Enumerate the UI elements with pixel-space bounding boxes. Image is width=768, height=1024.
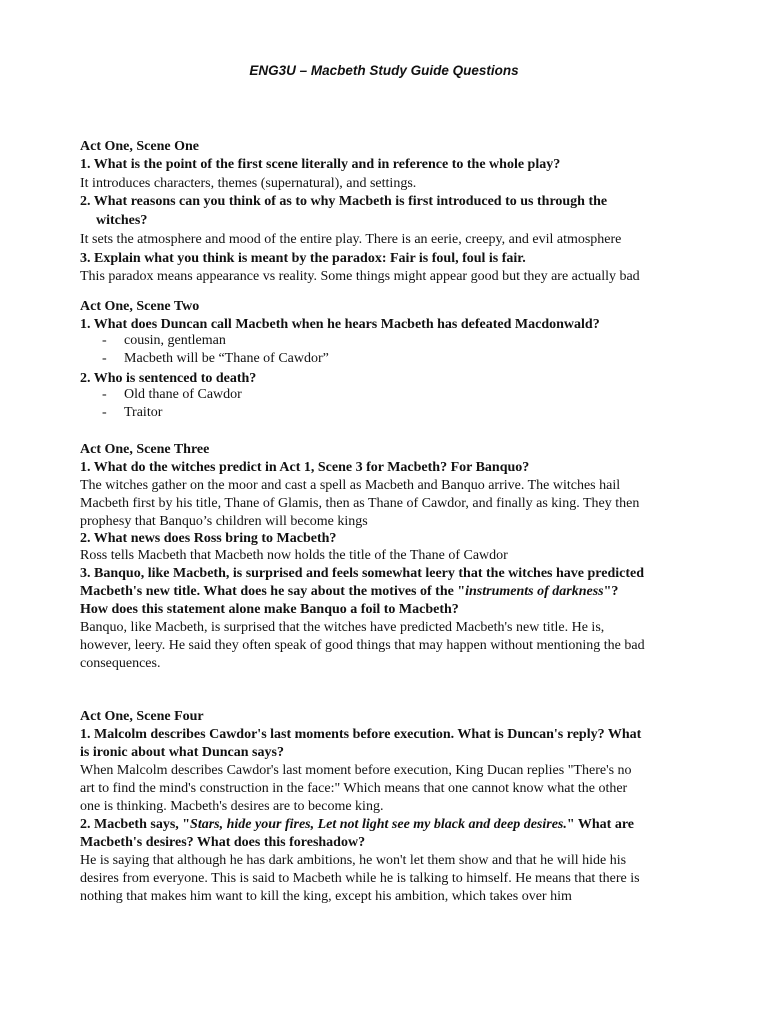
title-text: – Macbeth Study Guide Questions bbox=[295, 63, 519, 78]
scene4-question-2 bbox=[80, 816, 634, 834]
bullet-dash: - bbox=[102, 405, 107, 420]
scene4-answer-2: desires from everyone. This is said to Macbeth while he is talking to himself. He means that there is bbox=[80, 871, 640, 886]
scene4-question-1: 1. Malcolm describes Cawdor's last moments before execution. What is Duncan's reply? What bbox=[80, 727, 642, 742]
scene1-answer-1: It introduces characters, themes (supernatural), and settings. bbox=[80, 176, 417, 191]
scene3-answer-1: The witches gather on the moor and cast a spell as Macbeth and Banquo arrive. The witches hail bbox=[80, 478, 621, 493]
scene3-question-1: 1. What do the witches predict in Act 1, Scene 3 for Macbeth? For Banquo? bbox=[80, 460, 530, 475]
scene4-answer-1: When Malcolm describes Cawdor's last moment before execution, King Ducan replies "There's no bbox=[80, 763, 632, 778]
list-item: Macbeth will be “Thane of Cawdor” bbox=[124, 351, 329, 366]
q2-quote: Stars, hide your fires, Let not light see my black and deep desires. bbox=[190, 817, 567, 832]
scene4-answer-1: one is thinking. Macbeth's desires are to become king. bbox=[80, 799, 384, 814]
scene1-question-2-cont: witches? bbox=[96, 213, 148, 228]
course-code: ENG3U bbox=[249, 63, 296, 78]
scene4-question-2: Macbeth's desires? What does this foreshadow? bbox=[80, 835, 366, 850]
bullet-dash: - bbox=[102, 387, 107, 402]
q2-text-end: " What are bbox=[566, 817, 635, 832]
scene4-answer-1: art to find the mind's construction in the face:" Which means that one cannot know what the other bbox=[80, 781, 628, 796]
scene3-heading: Act One, Scene Three bbox=[80, 442, 210, 457]
scene3-question-3: 3. Banquo, like Macbeth, is surprised and feels somewhat leery that the witches have predicted bbox=[80, 566, 644, 581]
scene4-question-1: is ironic about what Duncan says? bbox=[80, 745, 284, 760]
scene3-answer-1: Macbeth first by his title, Thane of Glamis, then as Thane of Cawdor, and finally as king. They then bbox=[80, 496, 640, 511]
bullet-dash: - bbox=[102, 351, 107, 366]
scene1-question-3: 3. Explain what you think is meant by the paradox: Fair is foul, foul is fair. bbox=[80, 251, 526, 266]
list-item: cousin, gentleman bbox=[124, 333, 226, 348]
list-item: Traitor bbox=[124, 405, 163, 420]
scene1-question-2: 2. What reasons can you think of as to why Macbeth is first introduced to us through the bbox=[80, 194, 608, 209]
scene2-question-1: 1. What does Duncan call Macbeth when he hears Macbeth has defeated Macdonwald? bbox=[80, 317, 600, 332]
scene1-heading: Act One, Scene One bbox=[80, 139, 199, 154]
list-item: Old thane of Cawdor bbox=[124, 387, 242, 402]
scene3-answer-3: Banquo, like Macbeth, is surprised that the witches have predicted Macbeth's new title. He is, bbox=[80, 620, 605, 635]
scene3-answer-2: Ross tells Macbeth that Macbeth now holds the title of the Thane of Cawdor bbox=[80, 548, 508, 563]
scene4-heading: Act One, Scene Four bbox=[80, 709, 204, 724]
scene1-answer-3: This paradox means appearance vs reality. Some things might appear good but they are actually bad bbox=[80, 269, 640, 284]
scene3-question-2: 2. What news does Ross bring to Macbeth? bbox=[80, 531, 337, 546]
scene4-answer-2: nothing that makes him want to kill the king, except his ambition, which takes over him bbox=[80, 889, 572, 904]
scene2-question-2: 2. Who is sentenced to death? bbox=[80, 371, 257, 386]
scene3-question-3 bbox=[80, 583, 618, 601]
q2-text: 2. Macbeth says, " bbox=[80, 817, 191, 832]
q3-text-end: "? bbox=[603, 584, 619, 599]
scene1-question-1: 1. What is the point of the first scene literally and in reference to the whole play? bbox=[80, 157, 561, 172]
bullet-dash: - bbox=[102, 333, 107, 348]
scene3-answer-1: prophesy that Banquo’s children will become kings bbox=[80, 514, 368, 529]
q3-quote: instruments of darkness bbox=[465, 584, 604, 599]
scene2-heading: Act One, Scene Two bbox=[80, 299, 200, 314]
scene3-answer-3: consequences. bbox=[80, 656, 161, 671]
scene3-question-3: How does this statement alone make Banquo a foil to Macbeth? bbox=[80, 602, 459, 617]
scene4-answer-2: He is saying that although he has dark ambitions, he won't let them show and that he will hide his bbox=[80, 853, 627, 868]
q3-text: Macbeth's new title. What does he say about the motives of the " bbox=[80, 584, 466, 599]
scene1-answer-2: It sets the atmosphere and mood of the entire play. There is an eerie, creepy, and evil atmosphere bbox=[80, 232, 622, 247]
page-title bbox=[0, 63, 768, 78]
scene3-answer-3: however, leery. He said they often speak of good things that may happen without mentioning the bad bbox=[80, 638, 645, 653]
